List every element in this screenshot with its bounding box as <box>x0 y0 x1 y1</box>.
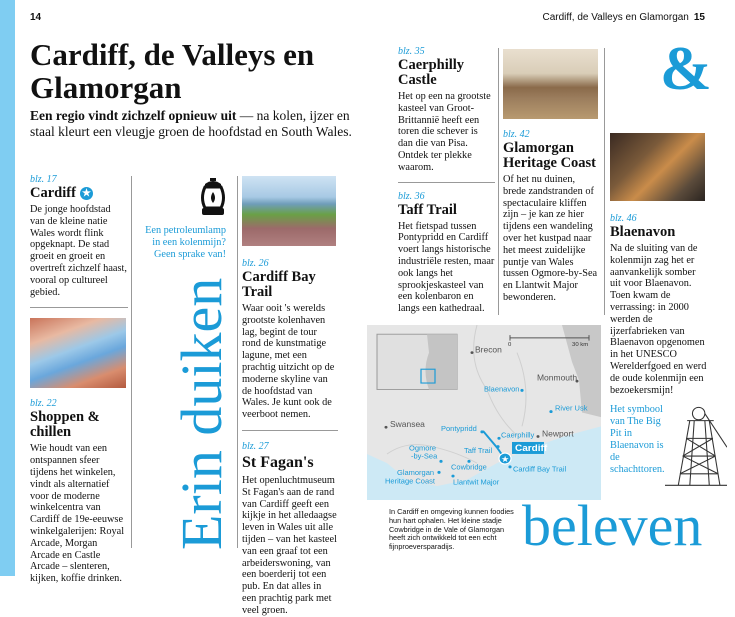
divider <box>30 307 128 308</box>
map-label-cardiff: Cardiff <box>515 443 548 455</box>
bottom-heading: beleven <box>522 493 703 558</box>
intro-rest: — na kolen, ijzer en staal kleurt een vleugje groen de hoofdstad en South Wales. <box>30 108 352 139</box>
page-ref: blz. 26 <box>242 258 269 269</box>
page-edge-strip <box>0 0 15 576</box>
column-divider <box>604 48 605 315</box>
column-3 <box>242 176 338 617</box>
map-label-glamorgan: Glamorgan <box>397 468 435 478</box>
lamp-caption: Een petroleumlamp in een kolenmijn? Geen sprake van! <box>145 225 226 260</box>
column-1 <box>30 174 128 585</box>
page-number-right: 15 <box>693 12 705 23</box>
star-icon: ★ <box>80 187 93 200</box>
section-title: Cardiff ★ <box>30 186 128 201</box>
section-bay-trail <box>242 258 338 421</box>
section-st-fagans <box>242 441 338 617</box>
footnote: In Cardiff en omgeving kunnen foodies hun hart ophalen. Het kleine stadje Cowbridge in de Vale of Glamorgan heeft zich ontwikkeld tot een echt fijnproeversparadijs. <box>389 507 514 552</box>
coast-photo <box>503 49 598 119</box>
section-text: Na de sluiting van de kolenmijn zag het er aanvankelijk somber uit voor Blaenavon. Toen kwam de verrassing: in 2000 werden de ijzerfabrieken van Blaenavon opgenomen in het UNESCO Werelderfgoed en werd de oude kolenmijn een bezoekersmijn! <box>610 243 707 396</box>
page-ref: blz. 42 <box>503 129 530 140</box>
section-cardiff <box>30 174 128 298</box>
map-label-brecon: Brecon <box>475 345 502 355</box>
column-5 <box>503 46 600 315</box>
svg-text:0: 0 <box>508 342 512 349</box>
section-title: St Fagan's <box>242 453 314 471</box>
arcade-photo <box>30 318 126 388</box>
running-title: Cardiff, de Valleys en Glamorgan <box>542 12 689 23</box>
section-text: Het op een na grootste kasteel van Groot-Brittannië heeft een toren die schever is dan die van Pisa. Ontdek ter plekke waarom. <box>398 91 491 173</box>
map-label-river-usk: River Usk <box>555 403 588 413</box>
ampersand: & <box>660 35 712 103</box>
map-label-caerphilly: Caerphilly <box>501 430 535 440</box>
section-title: Shoppen & chillen <box>30 409 100 441</box>
map-label-cardiff-bay-trail: Cardiff Bay Trail <box>513 464 567 474</box>
page-ref: blz. 22 <box>30 398 57 410</box>
column-divider <box>131 176 132 548</box>
vertical-heading: Erin duiken <box>169 277 234 550</box>
page-ref: blz. 35 <box>398 46 425 57</box>
page-ref: blz. 17 <box>30 174 57 185</box>
columns-4-5 <box>367 46 605 315</box>
page-ref: blz. 36 <box>398 190 425 202</box>
oil-lamp-icon <box>200 178 226 216</box>
map-label-cowbridge: Cowbridge <box>451 462 487 472</box>
section-shoppen <box>30 398 128 585</box>
intro-bold: Een regio vindt zichzelf opnieuw uit <box>30 108 237 123</box>
section-title: Blaenavon <box>610 224 676 240</box>
region-map[interactable] <box>367 325 601 500</box>
section-text: Waar ooit 's werelds grootste kolenhaven lag, begint de tour rond de kunstmatige lagune, met een prachtig uitzicht op de moderne skyline van de hoofdstad van Wales. Je kunt ook de veerboot nemen. <box>242 303 335 421</box>
page-ref: blz. 46 <box>610 213 637 224</box>
section-text: Het fietspad tussen Pontypridd en Cardiff voert langs historische industriële resten, maar ook langs het sprookjeskasteel van een kolenbaron en langs een kathedraal. <box>398 220 495 315</box>
cyclists-photo <box>242 176 336 246</box>
middle-right-block <box>367 46 605 500</box>
page-title: Cardiff, de Valleys en Glamorgan <box>30 37 315 105</box>
svg-text:30 km: 30 km <box>572 342 589 349</box>
page-number-left: 14 <box>30 12 42 23</box>
map-label-llantwit-major: Llantwit Major <box>453 477 500 487</box>
page-ref: blz. 27 <box>242 440 269 452</box>
section-heritage-coast <box>503 129 600 304</box>
bigpit-caption: Het symbool van The Big Pit in Blaenavon is de schachttoren. <box>610 404 665 476</box>
column-divider <box>237 176 238 548</box>
section-title: Taff Trail <box>398 201 457 218</box>
section-title: Glamorgan Heritage Coast <box>503 140 597 171</box>
svg-text:-by-Sea: -by-Sea <box>411 451 438 461</box>
section-text: Of het nu duinen, brede zandstranden of spectaculaire kliffen zijn – je kan ze hier tijdens een wandeling over het kustpad naar het meest zuidelijke puntje van Wales tussen Ogmore-by-Sea en Llantwit Major bewonderen. <box>503 174 598 303</box>
svg-text:★: ★ <box>501 454 510 464</box>
map-label-pontypridd: Pontypridd <box>441 424 477 433</box>
divider <box>242 430 338 431</box>
section-caerphilly <box>398 46 495 174</box>
miner-photo <box>610 133 705 201</box>
map-label-swansea: Swansea <box>390 420 425 430</box>
svg-text:Heritage Coast: Heritage Coast <box>385 476 435 486</box>
section-blaenavon <box>610 213 708 396</box>
column-divider <box>498 48 499 315</box>
section-text: De jonge hoofdstad van de kleine natie Wales wordt flink opgeknapt. De stad groeit en groeit en overtreft zichzelf haast, vooral op cultureel gebied. <box>30 204 127 298</box>
intro <box>30 108 375 140</box>
section-title: Caerphilly Castle <box>398 57 465 88</box>
map-label-monmouth: Monmouth <box>537 373 578 383</box>
headframe-tower-illustration <box>665 400 727 490</box>
map-label-blaenavon: Blaenavon <box>484 384 520 394</box>
map-label-newport: Newport <box>542 429 574 439</box>
map-label-ogmore: Ogmore <box>409 443 437 453</box>
divider <box>398 182 495 183</box>
section-text: Wie houdt van een ontspannen sfeer tijdens het winkelen, vindt als alternatief voor de moderne winkelcentra van Cardiff de 19e-eeuwse winkelgalerijen: Royal Arcade, Morgan Arcade en Castle Arcade – slenteren, kijken, koffie drinken. <box>30 443 125 585</box>
section-title: Cardiff Bay Trail <box>242 269 316 300</box>
section-taff-trail <box>398 191 495 315</box>
column-4 <box>398 46 495 315</box>
running-header <box>543 12 706 23</box>
section-text: Het openluchtmuseum St Fagan's aan de rand van Cardiff geeft een kijkje in het alledaagse leven in Wales uit alle tijden – van het kasteel van een graaf tot een arbeiderswoning, van een boerderij tot een pub. En dat alles in een prachtig park met veel groen. <box>242 474 337 616</box>
map-label-taff-trail: Taff Trail <box>464 446 493 455</box>
